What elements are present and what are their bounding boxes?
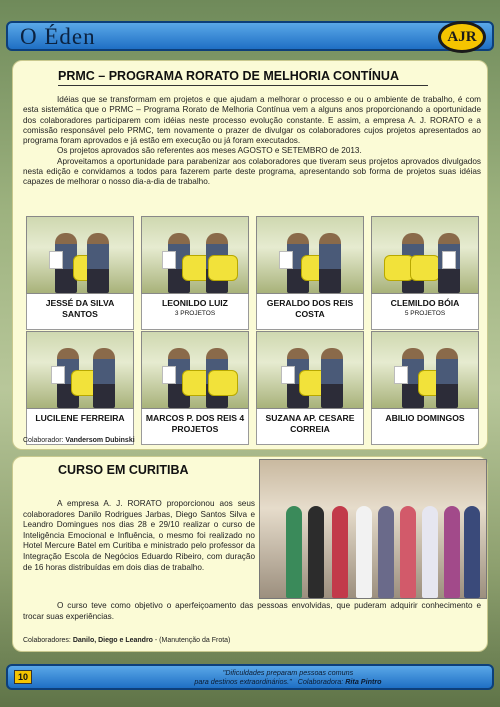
awardee-photo [371,331,479,409]
awardee-photo [256,216,364,294]
prmc-section [12,60,488,450]
project-count: 3 PROJETOS [174,309,216,317]
course-paragraph: O curso teve como objetivo o aperfeiçoamento das pessoas envolvidas, que puderam adquirir conhecimento e trocar suas experiências. [23,601,481,621]
intro-paragraph: Idéias que se transformam em projetos e que ajudam a melhorar o processo e ou o ambiente de trabalho, é com esta sistemática que o PRMC – Programa Rorato de Melhoria Contínua vem a alguns anos proporcionando a oportunidade dos colaboradores participarem com idéias neste processo evolução constante. E assim, a empresa A. J. RORATO e a comissão responsável pelo PRMC, tem novamente o prazer de divulgar os colaboradores cujos projetos apresentados ao programa foram aprovados e já estão em execução ou já foram executados. [23,95,481,146]
awardee-caption [256,294,364,330]
page-number: 10 [14,670,32,684]
awardee-name: LEONILDO LUIZ [162,298,228,308]
awardee-card [141,216,249,330]
ajr-logo: AJR [438,21,486,53]
collaborators-names: Danilo, Diego e Leandro [72,637,153,644]
intro-text [23,95,481,188]
awardee-name: CLEMILDO BÓIA [390,298,460,308]
awardee-name: LUCILENE FERREIRA [35,413,125,423]
awardee-photo [26,331,134,409]
section-title: CURSO EM CURITIBA [58,463,189,477]
awardee-caption [371,294,479,330]
awardee-caption [26,294,134,330]
section-title: PRMC – PROGRAMA RORATO DE MELHORIA CONTÍNUA [58,69,428,86]
intro-paragraph: Os projetos aprovados são referentes aos meses AGOSTO e SETEMBRO de 2013. [57,146,362,156]
header-bar [6,21,494,51]
awardee-name: ABILIO DOMINGOS [385,413,465,423]
collaborators-label: Colaboradores: [23,637,71,644]
magazine-title: O Éden [20,24,96,49]
awardee-card [371,216,479,330]
awardee-card [141,331,249,445]
awardee-caption [141,409,249,445]
collaborators-dept: - (Manutenção da Frota) [154,637,231,644]
collaborator-credit [23,437,135,444]
awardee-caption [256,409,364,445]
awardee-photo [26,216,134,294]
awardee-photo [371,216,479,294]
awardee-card [26,331,134,445]
awardee-name: SUZANA AP. CESARE CORREIA [265,413,355,434]
awardee-card [371,331,479,445]
course-paragraph: A empresa A. J. RORATO proporcionou aos seus colaboradores Danilo Rodrigues Jarbas, Diego Santos Silva e Leandro Domingues nos dias 28 e 29/10 realizar o curso de Inteligência Emocional e Influência, o mesmo foi realizado no Hotel Mercure Batel em Curitiba e ministrado pelo professor da Integração Escola de Negócios Eduardo Ribeiro, com duração de 16 horas distribuídas em dois dias de trabalho. [23,499,255,572]
course-text [23,499,255,573]
collaborator-label: Colaborador: [23,437,64,444]
quote-line2: para destinos extraordinários." Colaboradora: Rita Pintro [194,677,382,686]
awardee-name: GERALDO DOS REIS COSTA [266,298,354,319]
footer-quote [158,668,418,686]
awardee-card [256,331,364,445]
awardee-caption [371,409,479,445]
group-photo [259,459,487,599]
awardee-card [256,216,364,330]
quote-line: "Dificuldades preparam pessoas comuns [222,668,354,677]
awardee-photo [141,331,249,409]
project-count: 5 PROJETOS [404,309,446,317]
quote-collab-label: Colaboradora: [297,677,344,686]
collaborators-credit [23,637,230,644]
awardee-name: MARCOS P. DOS REIS 4 PROJETOS [145,413,245,434]
awardee-name: JESSÉ DA SILVA SANTOS [45,298,115,319]
quote-collab-name: Rita Pintro [345,677,382,686]
awardee-card [26,216,134,330]
collaborator-name: Vandersom Dubinski [65,437,135,444]
curitiba-section [12,456,488,652]
footer-bar [6,664,494,690]
awardee-photo [141,216,249,294]
awardee-photo [256,331,364,409]
awardee-caption [141,294,249,330]
intro-paragraph: Aproveitamos a oportunidade para parabenizar aos colaboradores que tiveram seus projetos aprovados divulgados nesta edição e convidamos a todos para fazerem parte deste programa, apresentando sob forma de projetos suas idéias capazes de melhorar o nosso dia-a-dia de trabalho. [23,156,481,187]
